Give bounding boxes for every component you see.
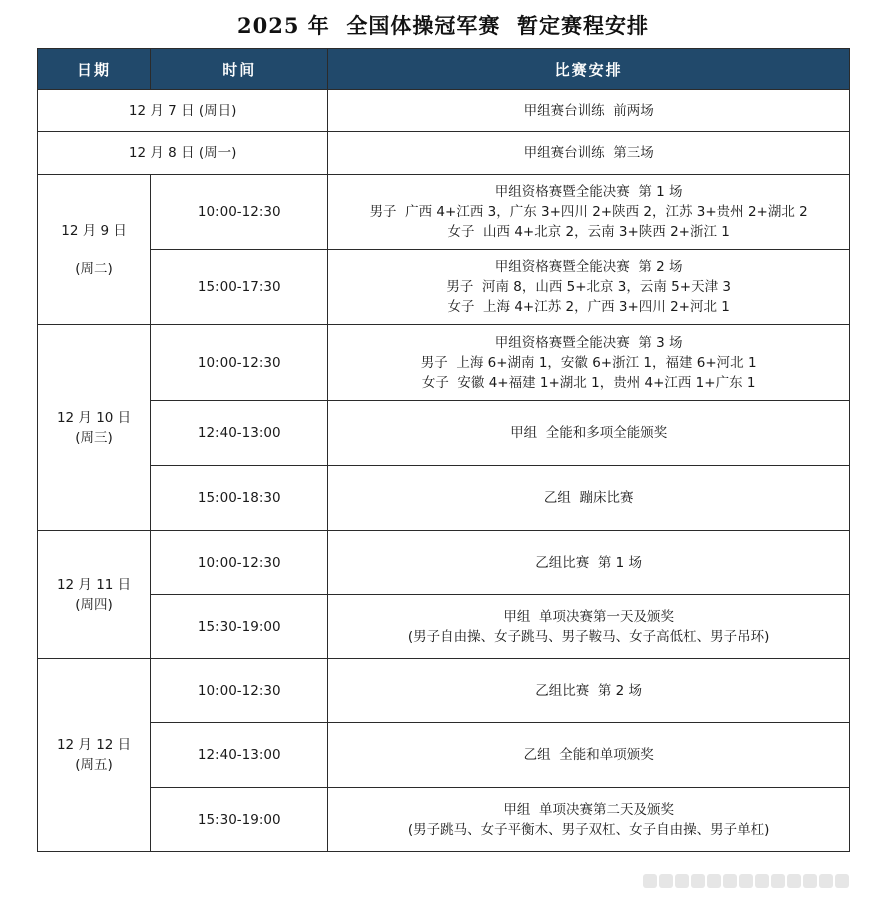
date-cell — [38, 325, 151, 531]
schedule-cell — [328, 90, 850, 132]
header-schedule: 比赛安排 — [328, 49, 850, 90]
schedule-cell — [328, 132, 850, 175]
date-cell — [38, 175, 151, 325]
schedule-line: 乙组比赛 第 2 场 — [535, 682, 643, 699]
time-cell: 12:40-13:00 — [151, 723, 328, 788]
table-row — [38, 250, 850, 325]
table-row — [38, 325, 850, 401]
schedule-line: 甲组资格赛暨全能决赛 第 1 场 — [494, 184, 683, 200]
schedule-line: 女子 安徽 4+福建 1+湖北 1，贵州 4+江西 1+广东 1 — [421, 374, 756, 391]
schedule-line: 男子 广西 4+江西 3，广东 3+四川 2+陕西 2，江苏 3+贵州 2+湖北 2 — [369, 204, 808, 220]
schedule-cell — [328, 401, 850, 466]
watermark-strip — [643, 873, 868, 891]
schedule-line: 甲组赛台训练 前两场 — [523, 102, 654, 119]
schedule-cell — [328, 175, 850, 250]
date-text: 12 月 11 日 — [56, 576, 132, 593]
table-row — [38, 401, 850, 466]
time-cell: 10:00-12:30 — [151, 531, 328, 595]
schedule-cell — [328, 250, 850, 325]
schedule-line: 甲组赛台训练 第三场 — [523, 145, 654, 161]
schedule-line: 男子 河南 8，山西 5+北京 3，云南 5+天津 3 — [446, 279, 731, 295]
table-row — [38, 788, 850, 852]
weekday-text: (周五) — [75, 757, 113, 773]
schedule-table — [37, 48, 850, 852]
weekday-text: (周四) — [75, 596, 113, 613]
date-cell — [38, 531, 151, 659]
schedule-line: 乙组比赛 第 1 场 — [535, 554, 643, 571]
table-row — [38, 175, 850, 250]
table-row — [38, 531, 850, 595]
weekday-text: (周二) — [75, 260, 113, 277]
schedule-cell — [328, 325, 850, 401]
time-cell: 15:30-19:00 — [151, 595, 328, 659]
time-cell: 10:00-12:30 — [151, 659, 328, 723]
time-cell: 12:40-13:00 — [151, 401, 328, 466]
table-row — [38, 90, 850, 132]
table-row — [38, 723, 850, 788]
date-text: 12 月 10 日 — [56, 409, 132, 426]
time-cell: 10:00-12:30 — [151, 175, 328, 250]
date-text: 12 月 9 日 — [61, 222, 127, 239]
schedule-cell — [328, 788, 850, 852]
schedule-line: 男子 上海 6+湖南 1，安徽 6+浙江 1，福建 6+河北 1 — [420, 354, 757, 371]
table-row — [38, 132, 850, 175]
date-text: 12 月 7 日 (周日) — [128, 102, 237, 119]
schedule-cell — [328, 531, 850, 595]
table-row — [38, 659, 850, 723]
time-cell: 10:00-12:30 — [151, 325, 328, 401]
table-row — [38, 466, 850, 531]
schedule-line: 甲组资格赛暨全能决赛 第 2 场 — [494, 259, 683, 275]
schedule-line: 乙组 全能和单项颁奖 — [523, 747, 654, 763]
page-title: 2025 年 全国体操冠军赛 暂定赛程安排 — [236, 13, 649, 38]
header-time: 时间 — [151, 49, 328, 90]
date-text: 12 月 8 日 (周一) — [128, 145, 237, 161]
date-cell — [38, 90, 328, 132]
schedule-line: 乙组 蹦床比赛 — [543, 490, 634, 506]
schedule-cell — [328, 595, 850, 659]
schedule-line: (男子自由操、女子跳马、男子鞍马、女子高低杠、男子吊环) — [407, 628, 770, 645]
weekday-text: (周三) — [75, 429, 113, 446]
time-cell: 15:00-18:30 — [151, 466, 328, 531]
schedule-line: 女子 上海 4+江苏 2，广西 3+四川 2+河北 1 — [447, 299, 730, 315]
date-text: 12 月 12 日 — [56, 737, 132, 753]
date-cell — [38, 659, 151, 852]
schedule-line: 甲组 单项决赛第一天及颁奖 — [503, 608, 674, 625]
schedule-line: (男子跳马、女子平衡木、男子双杠、女子自由操、男子单杠) — [407, 821, 770, 838]
header-date: 日期 — [38, 49, 151, 90]
date-cell — [38, 132, 328, 175]
schedule-line: 甲组资格赛暨全能决赛 第 3 场 — [494, 334, 683, 351]
schedule-cell — [328, 723, 850, 788]
table-row — [38, 595, 850, 659]
time-cell: 15:30-19:00 — [151, 788, 328, 852]
schedule-line: 女子 山西 4+北京 2，云南 3+陕西 2+浙江 1 — [447, 224, 730, 240]
schedule-cell — [328, 466, 850, 531]
schedule-cell — [328, 659, 850, 723]
table-header-row — [38, 49, 850, 90]
schedule-line: 甲组 全能和多项全能颁奖 — [510, 425, 668, 441]
time-cell: 15:00-17:30 — [151, 250, 328, 325]
schedule-line: 甲组 单项决赛第二天及颁奖 — [503, 801, 674, 818]
